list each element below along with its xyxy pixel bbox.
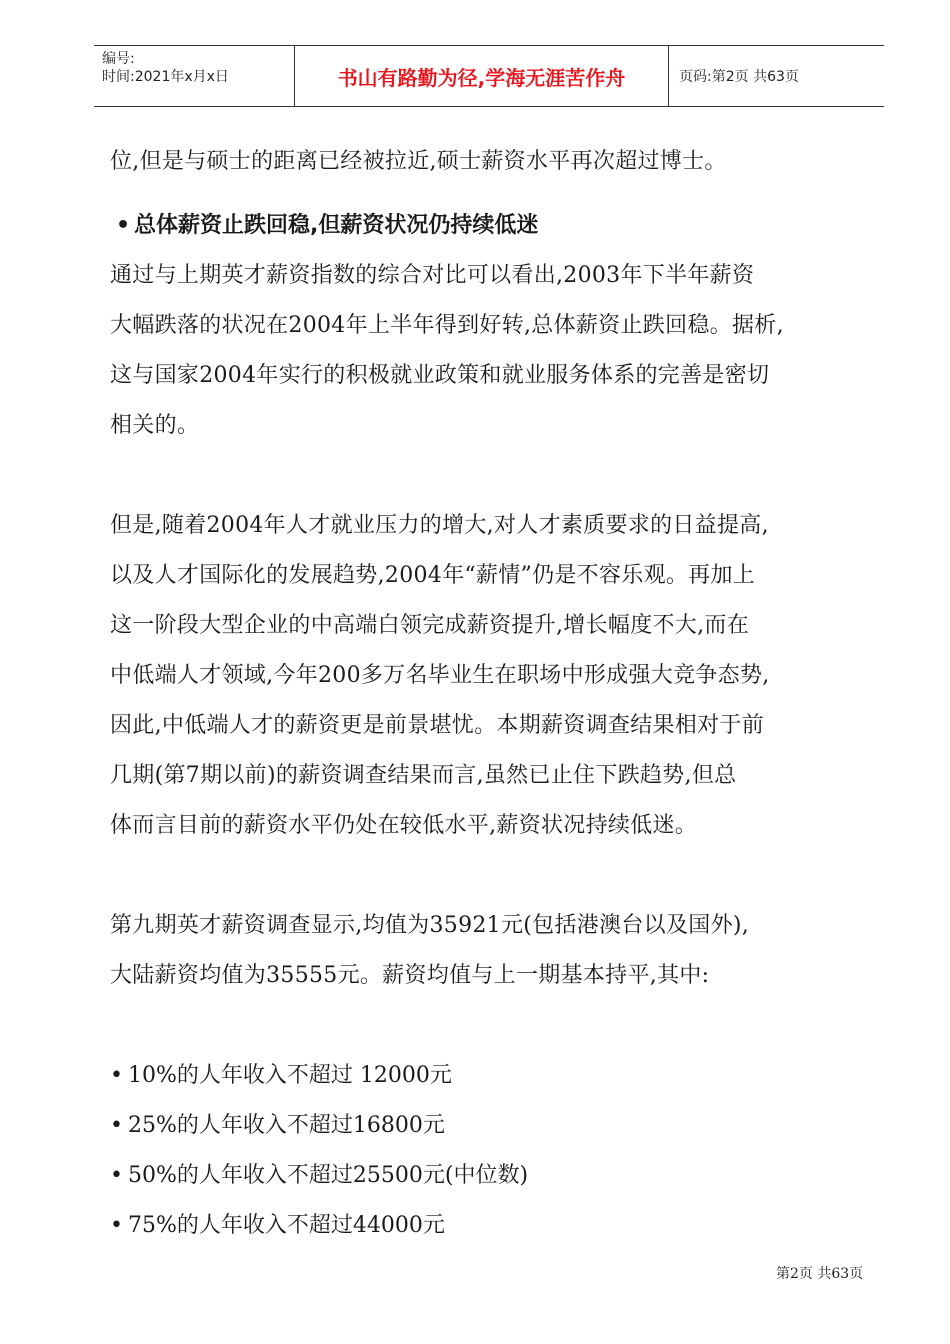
paragraph-line: 这与国家2004年实行的积极就业政策和就业服务体系的完善是密切 xyxy=(110,363,770,388)
list-item xyxy=(110,1051,890,1101)
number-label: 编号: xyxy=(102,51,135,67)
paragraph-line: 大陆薪资均值为35555元。薪资均值与上一期基本持平,其中: xyxy=(110,963,710,988)
paragraph-line: 因此,中低端人才的薪资更是前景堪忧。本期薪资调查结果相对于前 xyxy=(110,713,764,738)
paragraph-line: 几期(第7期以前)的薪资调查结果而言,虽然已止住下跌趋势,但总 xyxy=(110,763,737,788)
header-meta xyxy=(94,46,295,106)
paragraph-2 xyxy=(110,501,890,851)
bullet-icon: • xyxy=(110,1113,123,1138)
header-page-number: 页码:第2页 共63页 xyxy=(679,69,799,85)
document-header xyxy=(94,45,884,107)
list-item-text: 50%的人年收入不超过25500元(中位数) xyxy=(128,1163,529,1188)
intro-line: 位,但是与硕士的距离已经被拉近,硕士薪资水平再次超过博士。 xyxy=(110,149,727,174)
header-motto: 书山有路勤为径,学海无涯苦作舟 xyxy=(295,46,669,106)
bullet-icon: • xyxy=(110,1163,123,1188)
paragraph-line: 通过与上期英才薪资指数的综合对比可以看出,2003年下半年薪资 xyxy=(110,263,755,288)
paragraph-line: 体而言目前的薪资水平仍处在较低水平,薪资状况持续低迷。 xyxy=(110,813,698,838)
paragraph-line: 以及人才国际化的发展趋势,2004年“薪情”仍是不容乐观。再加上 xyxy=(110,563,756,588)
document-body xyxy=(110,137,890,1251)
paragraph-line: 第九期英才薪资调查显示,均值为35921元(包括港澳台以及国外), xyxy=(110,913,750,938)
section-heading-text: 总体薪资止跌回稳,但薪资状况仍持续低迷 xyxy=(134,213,539,238)
time-label: 时间:2021年x月x日 xyxy=(102,69,229,85)
list-item-text: 10%的人年收入不超过 12000元 xyxy=(128,1063,452,1088)
paragraph-line: 但是,随着2004年人才就业压力的增大,对人才素质要求的日益提高, xyxy=(110,513,769,538)
paragraph-line: 相关的。 xyxy=(110,413,200,438)
bullet-icon: • xyxy=(116,213,131,238)
list-item xyxy=(110,1151,890,1201)
bullet-icon: • xyxy=(110,1063,123,1088)
list-item xyxy=(110,1101,890,1151)
paragraph-line: 大幅跌落的状况在2004年上半年得到好转,总体薪资止跌回稳。据析, xyxy=(110,313,784,338)
list-item xyxy=(110,1201,890,1251)
section-heading xyxy=(110,201,890,251)
paragraph-1 xyxy=(110,251,890,451)
bullet-icon: • xyxy=(110,1213,123,1238)
page-footer: 第2页 共63页 xyxy=(776,1266,864,1282)
paragraph-line: 中低端人才领域,今年200多万名毕业生在职场中形成强大竞争态势, xyxy=(110,663,770,688)
list-item-text: 25%的人年收入不超过16800元 xyxy=(128,1113,445,1138)
income-bullet-list xyxy=(110,1051,890,1251)
paragraph-line: 这一阶段大型企业的中高端白领完成薪资提升,增长幅度不大,而在 xyxy=(110,613,749,638)
list-item-text: 75%的人年收入不超过44000元 xyxy=(128,1213,445,1238)
paragraph-3 xyxy=(110,901,890,1001)
